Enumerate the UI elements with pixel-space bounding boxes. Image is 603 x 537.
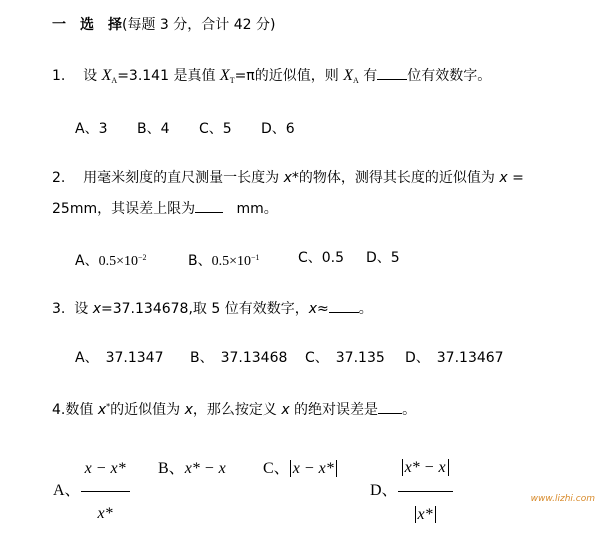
q4-option-b	[158, 460, 226, 478]
q2-option-a-label: A、	[75, 253, 99, 269]
q2-number: 2.	[52, 170, 66, 186]
q4-answer-blank	[378, 400, 402, 414]
q2-text-1: 用毫米刻度的直尺测量一长度为	[83, 170, 284, 186]
q4-option-d	[370, 446, 453, 537]
q2-option-b-exp: −1	[251, 253, 260, 262]
section-title: 一 选 择	[52, 17, 122, 33]
q4-option-d-fraction	[398, 446, 453, 537]
q2-text-2: *的物体，测得其长度的近似值为	[291, 170, 500, 186]
q3-text-4: 。	[358, 301, 373, 317]
section-header	[52, 16, 275, 34]
q1-answer-blank	[377, 66, 407, 80]
q4-option-d-denominator-abs: x*	[415, 506, 436, 523]
q1-option-b: B、4	[137, 121, 170, 137]
q3-var-x2: x	[308, 301, 318, 317]
q3-var-x1: x	[92, 301, 102, 317]
q4-text-3: ，那么按定义	[192, 402, 282, 418]
section-note: (每题 3 分，合计 42 分)	[122, 17, 276, 33]
q3-text-2: =37.134678,取 5 位有效数字，	[101, 301, 309, 317]
q4-text-2: 的近似值为	[110, 402, 185, 418]
q3-option-b: B、 37.13468	[190, 350, 288, 366]
q1-text-3: =π的近似值，则	[234, 68, 344, 84]
q3-answer-blank	[329, 299, 359, 313]
q4-text-1: 数值	[65, 402, 98, 418]
q4-var-x1: x	[97, 402, 107, 418]
q2-option-b	[188, 249, 260, 271]
question-4	[52, 398, 416, 419]
q4-option-a-fraction	[81, 448, 130, 535]
q3-option-a: A、 37.1347	[75, 350, 164, 366]
q1-text-2: =3.141 是真值	[117, 68, 220, 84]
q3-option-c: C、 37.135	[305, 350, 385, 366]
q4-option-d-denominator	[398, 492, 453, 537]
q2-answer-blank	[195, 199, 223, 213]
q4-option-c-label: C、	[263, 460, 290, 477]
q1-var-xt-sub: T	[229, 76, 235, 85]
q3-text-3: ≈	[317, 301, 329, 317]
q1-option-d: D、6	[261, 121, 295, 137]
q2-option-b-base: 0.5×10	[211, 254, 252, 269]
q3-option-d: D、 37.13467	[405, 350, 504, 366]
q1-text-5: 位有效数字。	[407, 68, 492, 84]
q4-option-d-numerator	[398, 446, 453, 492]
q1-var-xa2: X	[343, 67, 353, 84]
q4-option-c	[263, 460, 337, 478]
q2-option-b-label: B、	[188, 253, 212, 269]
q4-option-a-numerator: x − x*	[81, 448, 130, 492]
q2-text-5: mm。	[236, 201, 278, 217]
q4-option-b-label: B、	[158, 460, 185, 477]
q2-text-4: 25mm，其误差上限为	[52, 201, 196, 217]
q4-text-4: 的绝对误差是	[289, 402, 379, 418]
q1-var-xa2-sub: A	[352, 76, 359, 85]
q4-option-c-abs: x − x*	[290, 460, 337, 477]
q1-var-xa: X	[101, 67, 112, 84]
q3-number: 3.	[52, 301, 66, 317]
q2-option-a-base: 0.5×10	[98, 254, 138, 269]
q2-option-c: C、0.5	[298, 250, 345, 266]
watermark: www.lizhi.com	[530, 494, 595, 504]
q4-option-a-denominator: x*	[97, 505, 113, 522]
q1-number: 1.	[52, 68, 66, 84]
question-1	[52, 66, 491, 90]
question-2-line-2	[52, 199, 278, 218]
q2-var-x2: x	[499, 170, 508, 186]
q4-option-a-label: A、	[53, 482, 81, 500]
q1-option-a: A、3	[75, 121, 108, 137]
q2-text-3: =	[507, 170, 524, 186]
q4-text-5: 。	[402, 402, 417, 418]
question-2-line-1	[52, 169, 524, 187]
q4-option-d-numerator-abs: x* − x	[402, 459, 449, 476]
q2-option-a-exp: −2	[137, 253, 147, 262]
q1-var-xt: X	[219, 67, 230, 84]
q4-var-x3: x	[281, 402, 290, 418]
q2-option-a	[75, 249, 147, 271]
q4-var-x2: x	[184, 402, 193, 418]
q1-text-1: 设	[83, 68, 102, 84]
q3-text-1: 设	[74, 301, 93, 317]
q4-var-x1-star: *	[106, 402, 111, 411]
q4-option-a	[53, 448, 130, 535]
q2-var-x1: x	[283, 170, 292, 186]
q4-option-b-expr: x* − x	[184, 460, 226, 477]
q1-text-4: 有	[358, 68, 378, 84]
q1-var-xa-sub: A	[111, 76, 118, 85]
q2-option-d: D、5	[366, 250, 400, 266]
q4-option-d-label: D、	[370, 482, 398, 500]
q4-number: 4.	[52, 402, 66, 418]
q1-option-c: C、5	[199, 121, 232, 137]
question-3	[52, 299, 373, 318]
